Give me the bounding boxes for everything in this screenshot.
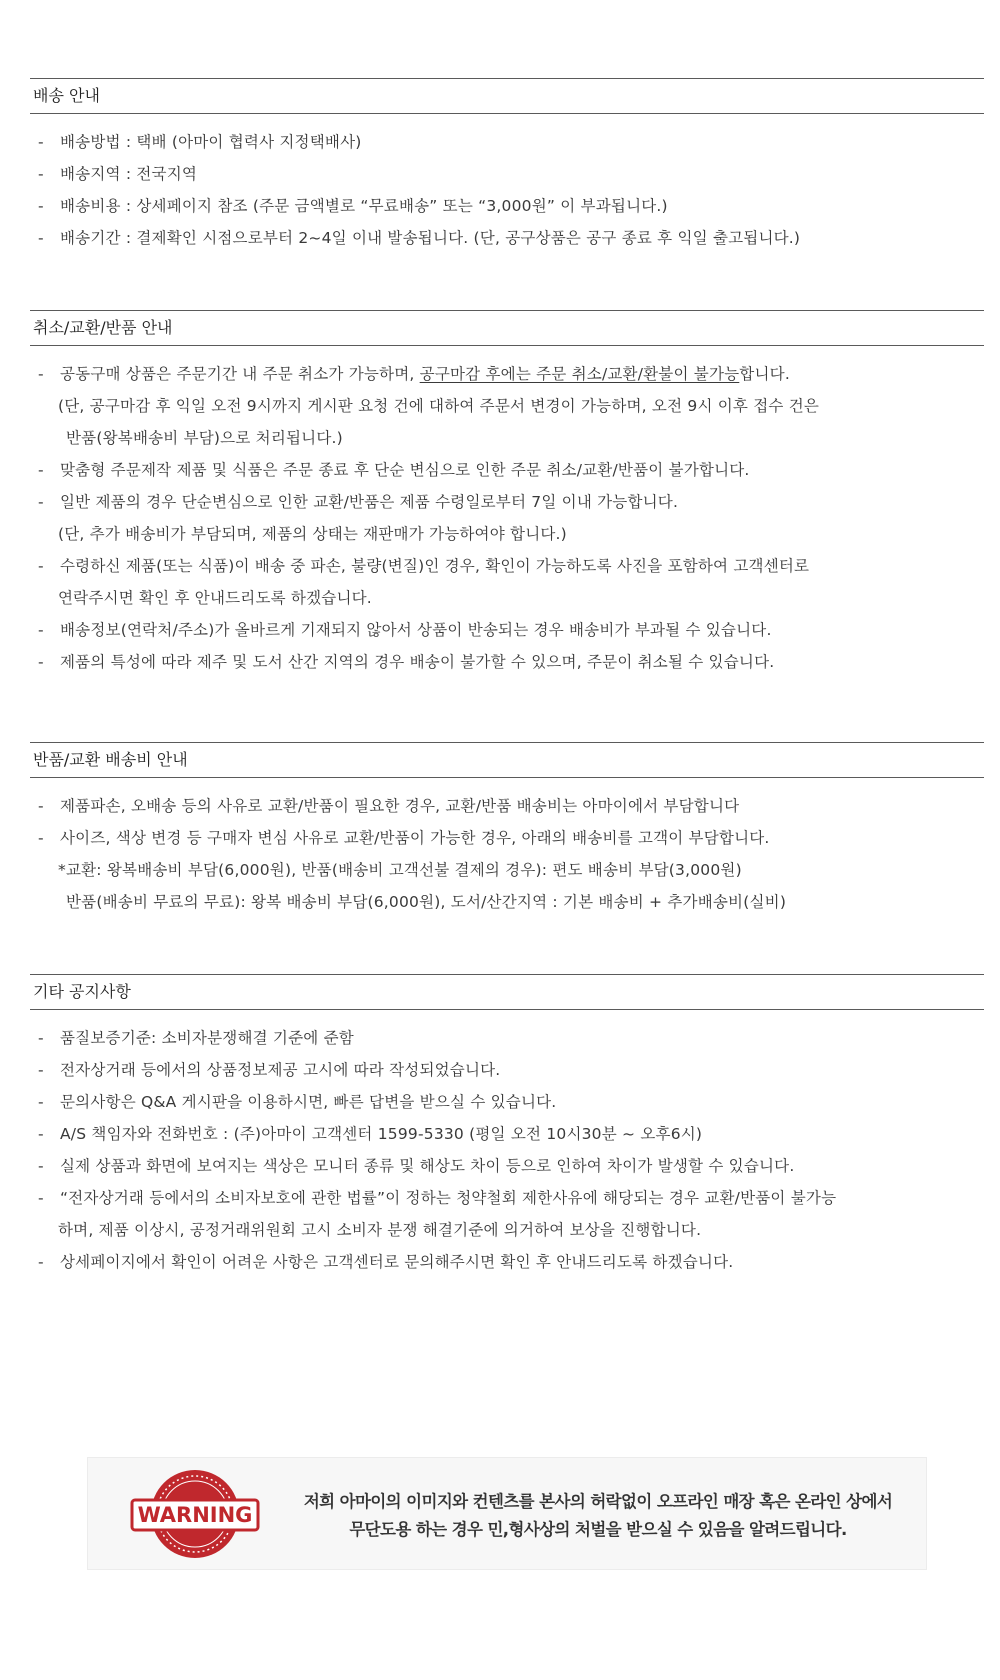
bullet-dash: - [38,461,44,479]
list-item [30,222,984,254]
section-body [30,114,984,254]
list-item-text: 수령하신 제품(또는 식품)이 배송 중 파손, 불량(변질)인 경우, 확인이 가능하도록 사진을 포함하여 고객센터로 [60,557,810,575]
section-body [30,1010,984,1278]
section-title: 취소/교환/반품 안내 [30,310,984,346]
list-item-continuation [30,582,984,614]
section-title: 배송 안내 [30,78,984,114]
list-item-text: 상세페이지에서 확인이 어려운 사항은 고객센터로 문의해주시면 확인 후 안내드리도록 하겠습니다. [60,1253,734,1271]
list-item-text: A/S 책임자와 전화번호 : (주)아마이 고객센터 1599-5330 (평일 오전 10시30분 ~ 오후6시) [60,1125,703,1143]
list-item [30,1118,984,1150]
warning-message [298,1488,898,1544]
list-item [30,1022,984,1054]
warning-badge-label: WARNING [137,1503,253,1527]
bullet-dash: - [38,493,44,511]
shipping-info-section [30,78,984,254]
list-item [30,190,984,222]
list-item-text: 문의사항은 Q&A 게시판을 이용하시면, 빠른 답변을 받으실 수 있습니다. [60,1093,557,1111]
list-item-text: 연락주시면 확인 후 안내드리도록 하겠습니다. [58,589,372,607]
list-item-text: 하며, 제품 이상시, 공정거래위원회 고시 소비자 분쟁 해결기준에 의거하여 보상을 진행합니다. [58,1221,702,1239]
list-item-text: 전자상거래 등에서의 상품정보제공 고시에 따라 작성되었습니다. [60,1061,501,1079]
list-item [30,358,984,390]
bullet-dash: - [38,1157,44,1175]
warning-line-1: 저희 아마이의 이미지와 컨텐츠를 본사의 허락없이 오프라인 매장 혹은 온라인 상에서 [303,1492,893,1511]
section-body [30,778,984,918]
list-item-continuation [30,390,984,422]
list-item [30,1086,984,1118]
other-notices-section [30,974,984,1278]
copyright-warning-banner [87,1457,927,1570]
bullet-dash: - [38,1189,44,1207]
list-item-text: 제품의 특성에 따라 제주 및 도서 산간 지역의 경우 배송이 불가할 수 있으며, 주문이 취소될 수 있습니다. [60,653,775,671]
list-item-text: 품질보증기준: 소비자분쟁해결 기준에 준함 [60,1029,354,1047]
list-item [30,1054,984,1086]
list-item-text: “전자상거래 등에서의 소비자보호에 관한 법률”이 정하는 청약철회 제한사유에 해당되는 경우 교환/반품이 불가능 [60,1189,837,1207]
list-item-text: *교환: 왕복배송비 부담(6,000원), 반품(배송비 고객선불 결제의 경우): 편도 배송비 부담(3,000원) [58,861,742,879]
list-item-text: 반품(왕복배송비 부담)으로 처리됩니다.) [66,429,343,447]
bullet-dash: - [38,621,44,639]
list-item [30,486,984,518]
list-item-text: (단, 추가 배송비가 부담되며, 제품의 상태는 재판매가 가능하여야 합니다.) [58,525,567,543]
list-item-text: 배송정보(연락처/주소)가 올바르게 기재되지 않아서 상품이 반송되는 경우 배송비가 부과될 수 있습니다. [60,621,772,639]
list-item-text: 반품(배송비 무료의 무료): 왕복 배송비 부담(6,000원), 도서/산간지역 : 기본 배송비 + 추가배송비(실비) [66,893,787,911]
section-title: 반품/교환 배송비 안내 [30,742,984,778]
list-item-continuation [30,422,984,454]
bullet-dash: - [38,1029,44,1047]
list-item [30,646,984,678]
bullet-dash: - [38,165,44,183]
list-item-continuation [30,1214,984,1246]
section-body [30,346,984,678]
warning-line-2: 무단도용 하는 경우 민,형사상의 처벌을 받으실 수 있음을 알려드립니다. [349,1520,847,1539]
list-item [30,1246,984,1278]
list-item-continuation [30,518,984,550]
bullet-dash: - [38,1253,44,1271]
list-item-text: (단, 공구마감 후 익일 오전 9시까지 게시판 요청 건에 대하여 주문서 변경이 가능하며, 오전 9시 이후 접수 건은 [58,397,820,415]
list-item [30,1182,984,1214]
warning-seal-icon [128,1466,262,1563]
list-item-text: 배송지역 : 전국지역 [60,165,198,183]
list-item-text: 일반 제품의 경우 단순변심으로 인한 교환/반품은 제품 수령일로부터 7일 이내 가능합니다. [60,493,679,511]
list-item-text: 실제 상품과 화면에 보여지는 색상은 모니터 종류 및 해상도 차이 등으로 인하여 차이가 발생할 수 있습니다. [60,1157,795,1175]
list-item-text: 공동구매 상품은 주문기간 내 주문 취소가 가능하며, [60,365,420,383]
list-item [30,614,984,646]
bullet-dash: - [38,557,44,575]
list-item [30,1150,984,1182]
section-title: 기타 공지사항 [30,974,984,1010]
list-item [30,790,984,822]
list-item-text: 배송기간 : 결제확인 시점으로부터 2~4일 이내 발송됩니다. (단, 공구상품은 공구 종료 후 익일 출고됩니다.) [60,229,801,247]
list-item [30,126,984,158]
underlined-notice: 공구마감 후에는 주문 취소/교환/환불이 불가능 [419,365,740,383]
list-item-text: 배송방법 : 택배 (아마이 협력사 지정택배사) [60,133,362,151]
list-item-text-tail: 합니다. [739,365,790,383]
bullet-dash: - [38,1125,44,1143]
list-item-text: 사이즈, 색상 변경 등 구매자 변심 사유로 교환/반품이 가능한 경우, 아래의 배송비를 고객이 부담합니다. [60,829,770,847]
list-item-text: 맞춤형 주문제작 제품 및 식품은 주문 종료 후 단순 변심으로 인한 주문 취소/교환/반품이 불가합니다. [60,461,750,479]
bullet-dash: - [38,133,44,151]
bullet-dash: - [38,829,44,847]
bullet-dash: - [38,653,44,671]
list-item-continuation [30,886,984,918]
bullet-dash: - [38,197,44,215]
bullet-dash: - [38,365,44,383]
list-item-text: 배송비용 : 상세페이지 참조 (주문 금액별로 “무료배송” 또는 “3,000원” 이 부과됩니다.) [60,197,668,215]
list-item-continuation [30,854,984,886]
bullet-dash: - [38,1093,44,1111]
list-item [30,550,984,582]
bullet-dash: - [38,1061,44,1079]
list-item [30,822,984,854]
bullet-dash: - [38,229,44,247]
list-item [30,158,984,190]
list-item [30,454,984,486]
return-shipping-fee-section [30,742,984,918]
cancel-exchange-return-section [30,310,984,678]
bullet-dash: - [38,797,44,815]
list-item-text: 제품파손, 오배송 등의 사유로 교환/반품이 필요한 경우, 교환/반품 배송비는 아마이에서 부담합니다 [60,797,740,815]
